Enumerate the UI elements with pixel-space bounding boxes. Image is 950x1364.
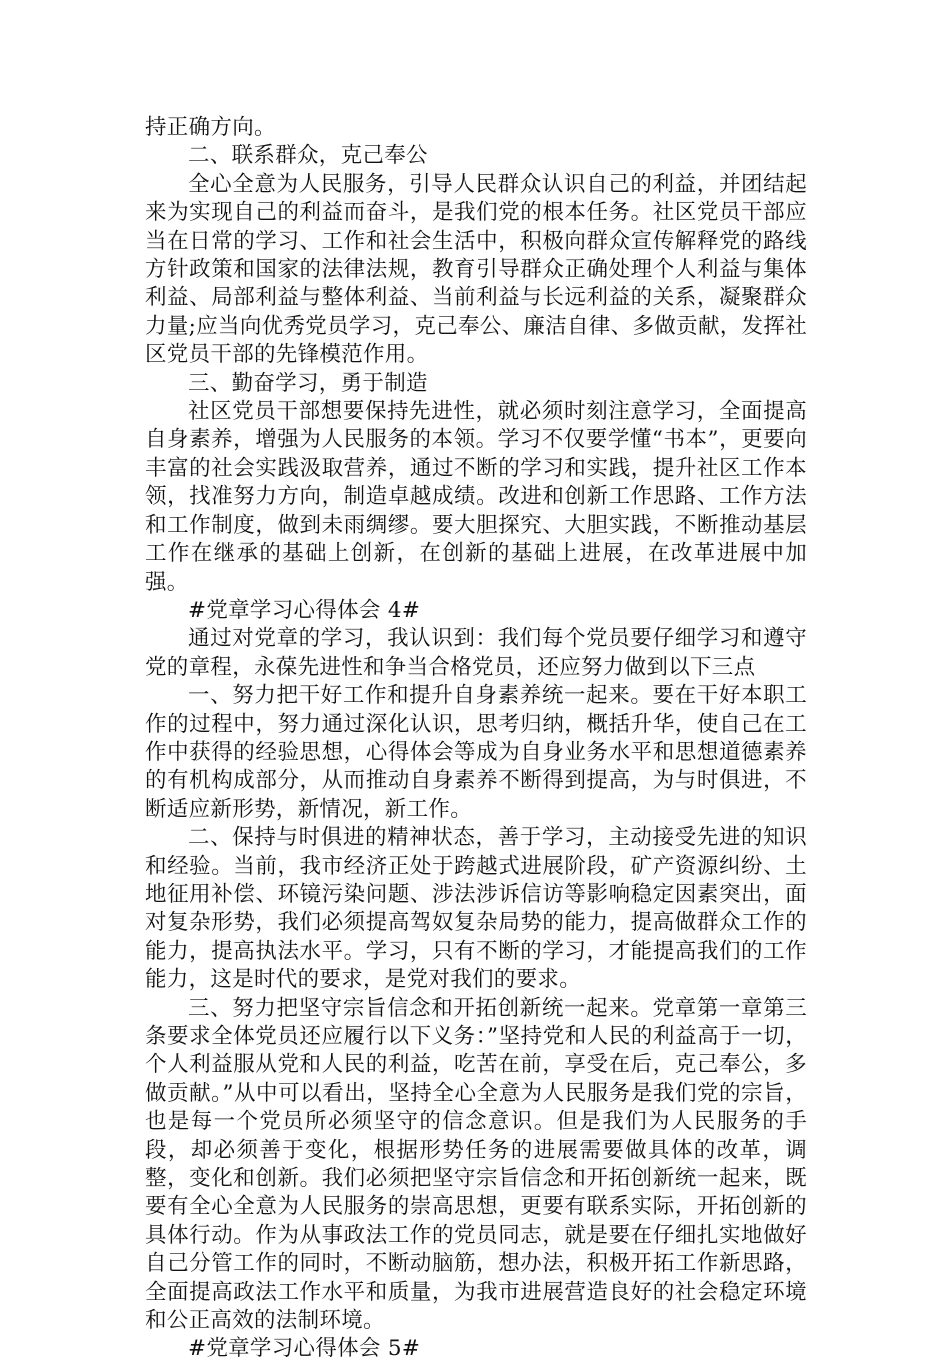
- paragraph: 三、努力把坚守宗旨信念和开拓创新统一起来。党章第一章第三条要求全体党员还应履行以下义务：”坚持党和人民的利益高于一切，个人利益服从党和人民的利益，吃苦在前，享受在后，克己奉公，多做贡献。”从中可以看出，坚持全心全意为人民服务是我们党的宗旨，也是每一个党员所必须坚守的信念意识。但是我们为人民服务的手段，却必须善于变化，根据形势任务的进展需要做具体的改革，调整，变化和创新。我们必须把坚守宗旨信念和开拓创新统一起来，既要有全心全意为人民服务的崇高思想，更要有联系实际，开拓创新的具体行动。作为从事政法工作的党员同志，就是要在仔细扎实地做好自己分管工作的同时，不断动脑筋，想办法，积极开拓工作新思路，全面提高政法工作水平和质量，为我市进展营造良好的社会稳定环境和公正高效的法制环境。: [145, 995, 807, 1334]
- section-heading-2: 二、联系群众，克己奉公: [188, 143, 428, 169]
- paragraph: 全心全意为人民服务，引导人民群众认识自己的利益，并团结起来为实现自己的利益而奋斗，是我们党的根本任务。社区党员干部应当在日常的学习、工作和社会生活中，积极向群众宣传解释党的路线方针政策和国家的法律法规，教育引导群众正确处理个人利益与集体利益、局部利益与整体利益、当前利益与长远利益的关系，凝聚群众力量;应当向优秀党员学习，克己奉公、廉洁自律、多做贡献，发挥社区党员干部的先锋模范作用。: [145, 171, 807, 368]
- essay-heading-4: #党章学习心得体会 4#: [188, 597, 421, 623]
- document-body: [145, 114, 807, 1364]
- paragraph: 一、努力把干好工作和提升自身素养统一起来。要在干好本职工作的过程中，努力通过深化认识，思考归纳，概括升华，使自己在工作中获得的经验思想，心得体会等成为自身业务水平和思想道德素养的有机构成部分，从而推动自身素养不断得到提高，为与时俱进，不断适应新形势，新情况，新工作。: [145, 683, 807, 822]
- paragraph-continuation: 持正确方向。: [145, 115, 276, 140]
- paragraph: 社区党员干部想要保持先进性，就必须时刻注意学习，全面提高自身素养，增强为人民服务的本领。学习不仅要学懂“书本”，更要向丰富的社会实践汲取营养，通过不断的学习和实践，提升社区工作本领，找准努力方向，制造卓越成绩。改进和创新工作思路、工作方法和工作制度，做到未雨绸缪。要大胆探究、大胆实践，不断推动基层工作在继承的基础上创新，在创新的基础上进展，在改革进展中加强。: [145, 399, 807, 595]
- paragraph: 通过对党章的学习，我认识到：我们每个党员要仔细学习和遵守党的章程，永葆先进性和争当合格党员，还应努力做到以下三点: [145, 626, 807, 680]
- essay-heading-5: #党章学习心得体会 5#: [188, 1336, 421, 1362]
- section-heading-3: 三、勤奋学习，勇于制造: [188, 370, 428, 396]
- paragraph: 二、保持与时俱进的精神状态，善于学习，主动接受先进的知识和经验。当前，我市经济正处于跨越式进展阶段，矿产资源纠纷、土地征用补偿、环镜污染问题、涉法涉诉信访等影响稳定因素突出，面对复杂形势，我们必须提高驾奴复杂局势的能力，提高做群众工作的能力，提高执法水平。学习，只有不断的学习，才能提高我们的工作能力，这是时代的要求，是党对我们的要求。: [145, 825, 807, 993]
